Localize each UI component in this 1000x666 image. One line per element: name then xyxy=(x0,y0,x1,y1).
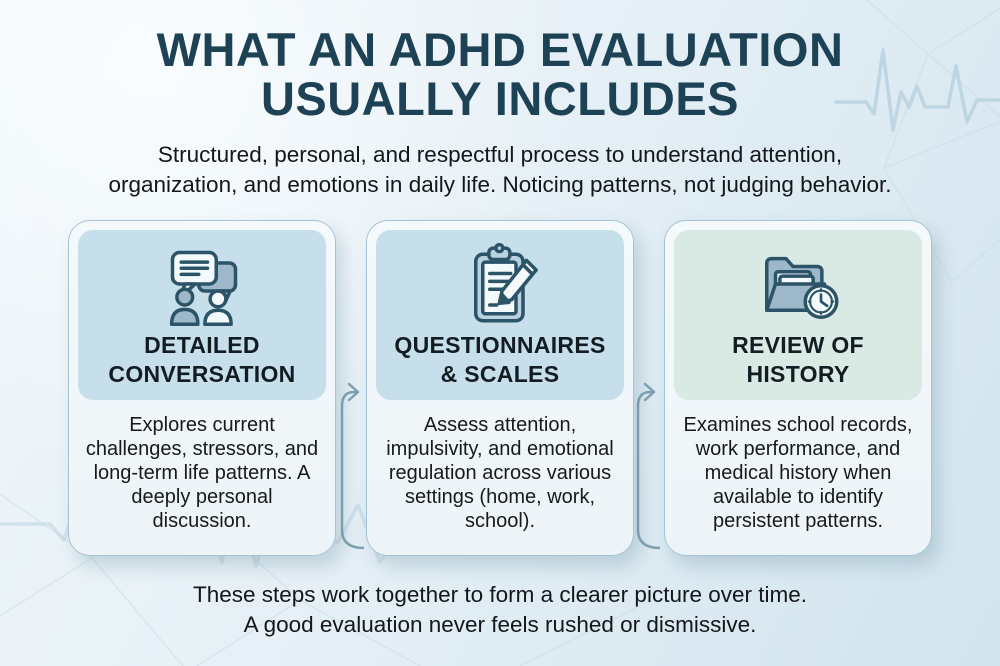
cards-row xyxy=(0,220,1000,556)
conversation-icon xyxy=(148,242,257,326)
header xyxy=(0,0,1000,200)
footer-note xyxy=(0,580,1000,641)
footer-line-1: These steps work together to form a clearer picture over time. xyxy=(192,581,807,607)
clipboard-pencil-icon xyxy=(446,242,555,326)
card-questionnaires-scales xyxy=(366,220,634,556)
card-icon-panel xyxy=(78,230,326,400)
card-title-line-2: CONVERSATION xyxy=(108,360,296,387)
card-review-of-history xyxy=(664,220,932,556)
card-title-line-1: REVIEW OF xyxy=(732,331,864,358)
card-title xyxy=(732,331,864,389)
card-icon-panel xyxy=(674,230,922,400)
page-subtitle-line-1: Structured, personal, and respectful process to understand attention, xyxy=(157,141,843,167)
page-title-line-1: WHAT AN ADHD EVALUATION xyxy=(156,23,844,76)
card-detailed-conversation xyxy=(68,220,336,556)
folder-clock-icon xyxy=(744,242,853,326)
card-title-line-1: QUESTIONNAIRES xyxy=(394,331,606,358)
card-body: Explores current challenges, stressors, and long-term life patterns. A deeply personal discussion. xyxy=(85,413,319,532)
footer-line-2: A good evaluation never feels rushed or dismissive. xyxy=(243,611,757,637)
card-body: Examines school records, work performance, and medical history when available to identify persistent patterns. xyxy=(683,413,913,532)
page-title-line-2: USUALLY INCLUDES xyxy=(260,71,740,125)
card-title-line-2: & SCALES xyxy=(440,360,560,387)
card-title xyxy=(394,331,605,389)
card-title xyxy=(108,331,295,389)
card-title-line-1: DETAILED xyxy=(144,331,260,358)
card-body: Assess attention, impulsivity, and emotional regulation across various settings (home, work, school). xyxy=(386,413,614,532)
card-icon-panel xyxy=(376,230,624,400)
page-subtitle xyxy=(0,140,1000,200)
page-title xyxy=(0,23,1000,125)
page-subtitle-line-2: organization, and emotions in daily life. Noticing patterns, not judging behavior. xyxy=(108,171,892,197)
card-title-line-2: HISTORY xyxy=(746,360,850,387)
